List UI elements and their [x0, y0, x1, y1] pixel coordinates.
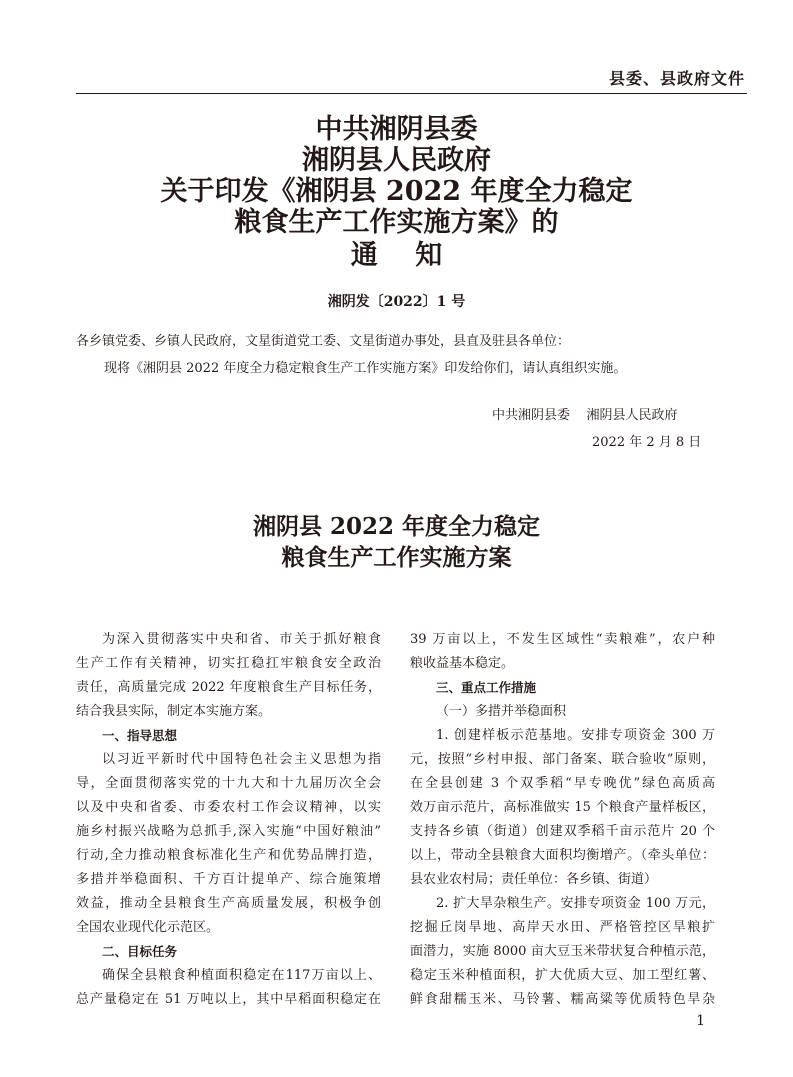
text-line: 导，全面贯彻落实党的十九大和十九届历次全会 [76, 776, 381, 791]
text-line: 稳定玉米种植面积，扩大优质大豆、加工型红薯、 [410, 968, 715, 983]
plan-title-line-2: 粮食生产工作实施方案 [281, 544, 512, 571]
issuers: 中共湘阴县委 湘阴县人民政府 [492, 408, 678, 423]
header-rule [76, 93, 747, 94]
text-line: 确保全县粮食种植面积稳定在117万亩以上、 [102, 968, 381, 983]
page-number: 1 [696, 1013, 705, 1029]
text-line: 多措并举稳面积、千方百计提单产、综合施策增 [76, 872, 381, 887]
text-line: 支持各乡镇（街道）创建双季稻千亩示范片 20 个 [410, 824, 715, 839]
text-line: 面潜力，实施 8000 亩大豆玉米带状复合种植示范， [410, 944, 715, 959]
text-line: 效万亩示范片，高标准做实 15 个粮食产量样板区， [410, 800, 715, 815]
text-line: 行动,全力推动粮食标准化生产和优势品牌打造， [76, 848, 381, 863]
text-line: 2. 扩大旱杂粮生产。安排专项资金 100 万元， [436, 896, 715, 911]
text-line: 粮收益基本稳定。 [410, 656, 515, 671]
text-line: 效益，推动全县粮食生产高质量发展，积极争创 [76, 896, 381, 911]
section-heading-1: 一、指导思想 [102, 728, 178, 743]
document-number: 湘阴发〔2022〕1 号 [327, 294, 466, 310]
section-heading-3: 三、重点工作措施 [436, 680, 537, 695]
text-line: 在全县创建 3 个双季稻“早专晚优”绿色高质高 [410, 776, 715, 791]
text-line: 1. 创建样板示范基地。安排专项资金 300 万 [436, 728, 715, 743]
subsection-heading-1: （一）多措并举稳面积 [436, 704, 567, 719]
notice-title-line-1: 中共湘阴县委 [315, 114, 478, 145]
header-label: 县委、县政府文件 [608, 69, 745, 88]
text-line: 总产量稳定在 51 万吨以上，其中早稻面积稳定在 [76, 992, 381, 1007]
text-line: 县农业农村局；责任单位：各乡镇、街道） [410, 872, 658, 887]
text-line: 元，按照“乡村申报、部门备案、联合验收”原则， [410, 752, 715, 767]
text-line: 为深入贯彻落实中央和省、市关于抓好粮食 [102, 632, 381, 647]
text-line: 施乡村振兴战略为总抓手,深入实施“中国好粮油” [76, 824, 381, 839]
text-line: 生产工作有关精神，切实扛稳扛牢粮食安全政治 [76, 656, 381, 671]
text-line: 结合我县实际，制定本实施方案。 [76, 704, 272, 719]
notice-body: 现将《湘阴县 2022 年度全力稳定粮食生产工作实施方案》印发给你们，请认真组织实施。 [104, 361, 627, 376]
issue-date: 2022 年 2 月 8 日 [592, 435, 702, 450]
text-line: 以及中央和省委、市委农村工作会议精神，以实 [76, 800, 381, 815]
notice-title-line-3: 关于印发《湘阴县 2022 年度全力稳定 [160, 176, 633, 207]
notice-title-line-4: 粮食生产工作实施方案》的 [234, 207, 559, 238]
plan-title-line-1: 湘阴县 2022 年度全力稳定 [252, 513, 541, 540]
section-heading-2: 二、目标任务 [102, 944, 178, 959]
text-line: 以习近平新时代中国特色社会主义思想为指 [102, 752, 381, 767]
right-column [410, 628, 715, 1012]
notice-title-line-5: 通 知 [350, 240, 443, 271]
left-column [76, 628, 381, 1012]
text-line: 责任，高质量完成 2022 年度粮食生产目标任务， [76, 680, 381, 695]
text-line: 挖掘丘岗旱地、高岸天水田、严格管控区旱粮扩 [410, 920, 715, 935]
text-line: 以上，带动全县粮食大面积均衡增产。（牵头单位： [410, 848, 715, 863]
text-line: 鲜食甜糯玉米、马铃薯、糯高粱等优质特色旱杂 [410, 992, 715, 1007]
recipients-line: 各乡镇党委、乡镇人民政府，文星街道党工委、文星街道办事处，县直及驻县各单位： [76, 334, 571, 349]
notice-title-line-2: 湘阴县人民政府 [302, 145, 491, 176]
text-line: 全国农业现代化示范区。 [76, 920, 220, 935]
text-line: 39 万亩以上，不发生区域性“卖粮难”，农户种 [410, 632, 715, 647]
